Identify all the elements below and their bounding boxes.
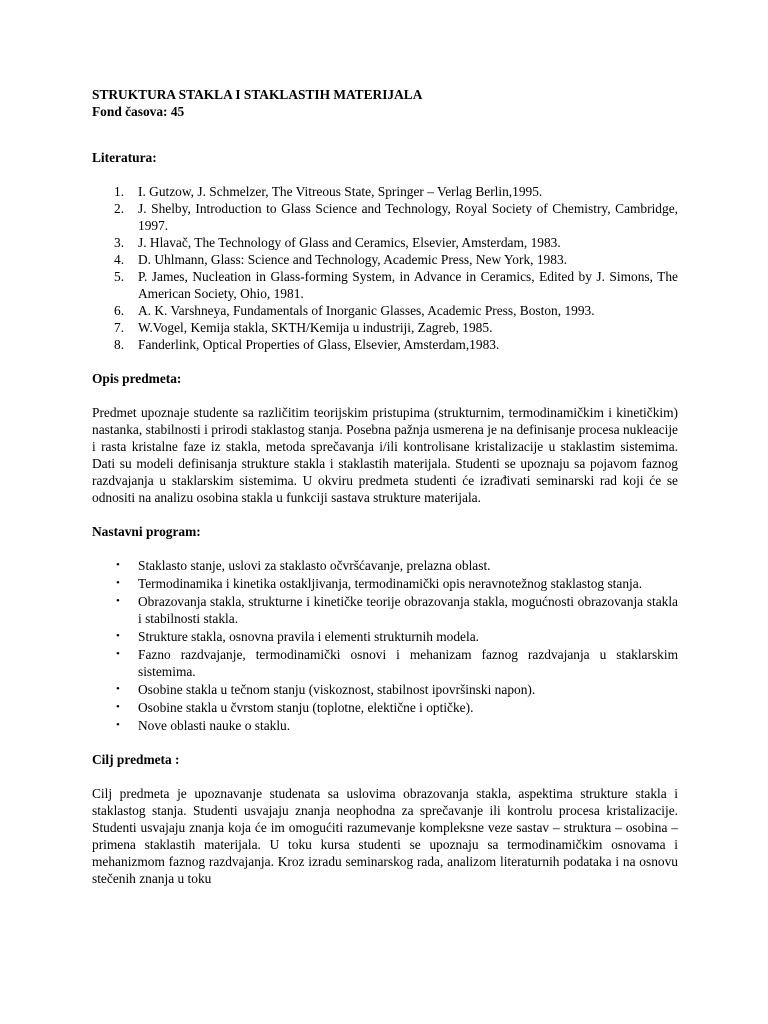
list-item (92, 302, 678, 319)
list-item (92, 200, 678, 234)
curriculum-list (92, 557, 678, 734)
list-item-text: Fazno razdvajanje, termodinamički osnovi i mehanizam faznog razdvajanja u staklarskim sistemima. (138, 647, 678, 679)
list-item-text: Osobine stakla u tečnom stanju (viskoznost, stabilnost ipovršinski napon). (138, 682, 536, 697)
bullet-icon: • (116, 701, 120, 713)
list-number: 3. (114, 235, 125, 250)
description-paragraph: Predmet upoznaje studente sa različitim teorijskim pristupima (strukturnim, termodinamičkim i kinetičkim) nastanka, stabilnosti i prirodi staklastog stanja. Posebna pažnja usmerena je na definisanje procesa nukleacije i rasta kristalne faze iz stakla, metoda sprečavanja i/ili kontrolisane kristalizacije u staklastim sistemima. Dati su modeli definisanja strukture stakla i staklastih materijala. Studenti se upoznaju sa pojavom faznog razdvajanja u staklarskim sistemima. U okviru predmeta studenti će izrađivati seminarski rad koji će se odnositi na analizu osobina stakla u funkciji sastava strukture materijala. (92, 405, 678, 505)
list-item-text: Staklasto stanje, uslovi za staklasto očvršćavanje, prelazna oblast. (138, 558, 491, 573)
curriculum-heading: Nastavni program: (92, 524, 201, 539)
list-item-text: W.Vogel, Kemija stakla, SKTH/Kemija u industriji, Zagreb, 1985. (138, 320, 493, 335)
list-item (92, 717, 678, 734)
list-number: 6. (114, 303, 125, 318)
list-number: 2. (114, 201, 125, 216)
document-title: STRUKTURA STAKLA I STAKLASTIH MATERIJALA (92, 87, 423, 102)
list-item-text: Nove oblasti nauke o staklu. (138, 718, 291, 733)
list-item-text: Obrazovanja stakla, strukturne i kinetičke teorije obrazovanja stakla, mogućnosti obrazovanja stakla i stabilnosti stakla. (138, 594, 678, 626)
list-item (92, 681, 678, 698)
bullet-icon: • (116, 683, 120, 695)
document-page (92, 86, 678, 887)
list-item-text: D. Uhlmann, Glass: Science and Technology, Academic Press, New York, 1983. (138, 252, 567, 267)
list-item (92, 336, 678, 353)
list-item-text: I. Gutzow, J. Schmelzer, The Vitreous State, Springer – Verlag Berlin,1995. (138, 184, 543, 199)
bullet-icon: • (116, 719, 120, 731)
list-item (92, 699, 678, 716)
bullet-icon: • (116, 630, 120, 642)
list-item (92, 646, 678, 680)
list-number: 5. (114, 269, 125, 284)
goal-paragraph: Cilj predmeta je upoznavanje studenata sa uslovima obrazovanja stakla, aspektima strukture stakla i staklastog stanja. Studenti usvajaju znanja neophodna za sprečavanje ili kontrolu procesa kristalizacije. Studenti usvajaju znanja koja će im omogućiti razumevanje kompleksne veze sastav – struktura – osobina – primena staklastih materijala. U toku kursa studenti se upoznaju sa termodinamičkim osnovama i mehanizmom faznog razdvajanja. Kroz izradu seminarskog rada, analizom literaturnih podataka i na osnovu stečenih znanja u toku (92, 786, 678, 886)
list-item (92, 268, 678, 302)
list-item (92, 628, 678, 645)
description-heading: Opis predmeta: (92, 371, 182, 386)
list-item-text: Osobine stakla u čvrstom stanju (toplotne, elektične i optičke). (138, 700, 474, 715)
bullet-icon: • (116, 648, 120, 660)
literature-heading: Literatura: (92, 150, 157, 165)
course-hours: Fond časova: 45 (92, 104, 185, 119)
list-item (92, 319, 678, 336)
list-item-text: A. K. Varshneya, Fundamentals of Inorganic Glasses, Academic Press, Boston, 1993. (138, 303, 595, 318)
list-item (92, 183, 678, 200)
bullet-icon: • (116, 595, 120, 607)
list-item-text: P. James, Nucleation in Glass-forming System, in Advance in Ceramics, Edited by J. Simons, The American Society, Ohio, 1981. (138, 269, 678, 301)
list-item-text: Fanderlink, Optical Properties of Glass, Elsevier, Amsterdam,1983. (138, 337, 500, 352)
list-item (92, 557, 678, 574)
list-item-text: Strukture stakla, osnovna pravila i elementi strukturnih modela. (138, 629, 480, 644)
list-item (92, 234, 678, 251)
list-number: 4. (114, 252, 125, 267)
list-item-text: J. Shelby, Introduction to Glass Science and Technology, Royal Society of Chemistry, Cambridge, 1997. (138, 201, 678, 233)
list-number: 1. (114, 184, 125, 199)
list-item (92, 593, 678, 627)
list-item-text: J. Hlavač, The Technology of Glass and Ceramics, Elsevier, Amsterdam, 1983. (138, 235, 561, 250)
bullet-icon: • (116, 577, 120, 589)
list-item (92, 575, 678, 592)
list-number: 7. (114, 320, 125, 335)
goal-heading: Cilj predmeta : (92, 752, 180, 767)
list-item (92, 251, 678, 268)
list-number: 8. (114, 337, 125, 352)
bullet-icon: • (116, 559, 120, 571)
literature-list (92, 183, 678, 353)
list-item-text: Termodinamika i kinetika ostakljivanja, termodinamički opis neravnotežnog staklastog stanja. (138, 576, 643, 591)
